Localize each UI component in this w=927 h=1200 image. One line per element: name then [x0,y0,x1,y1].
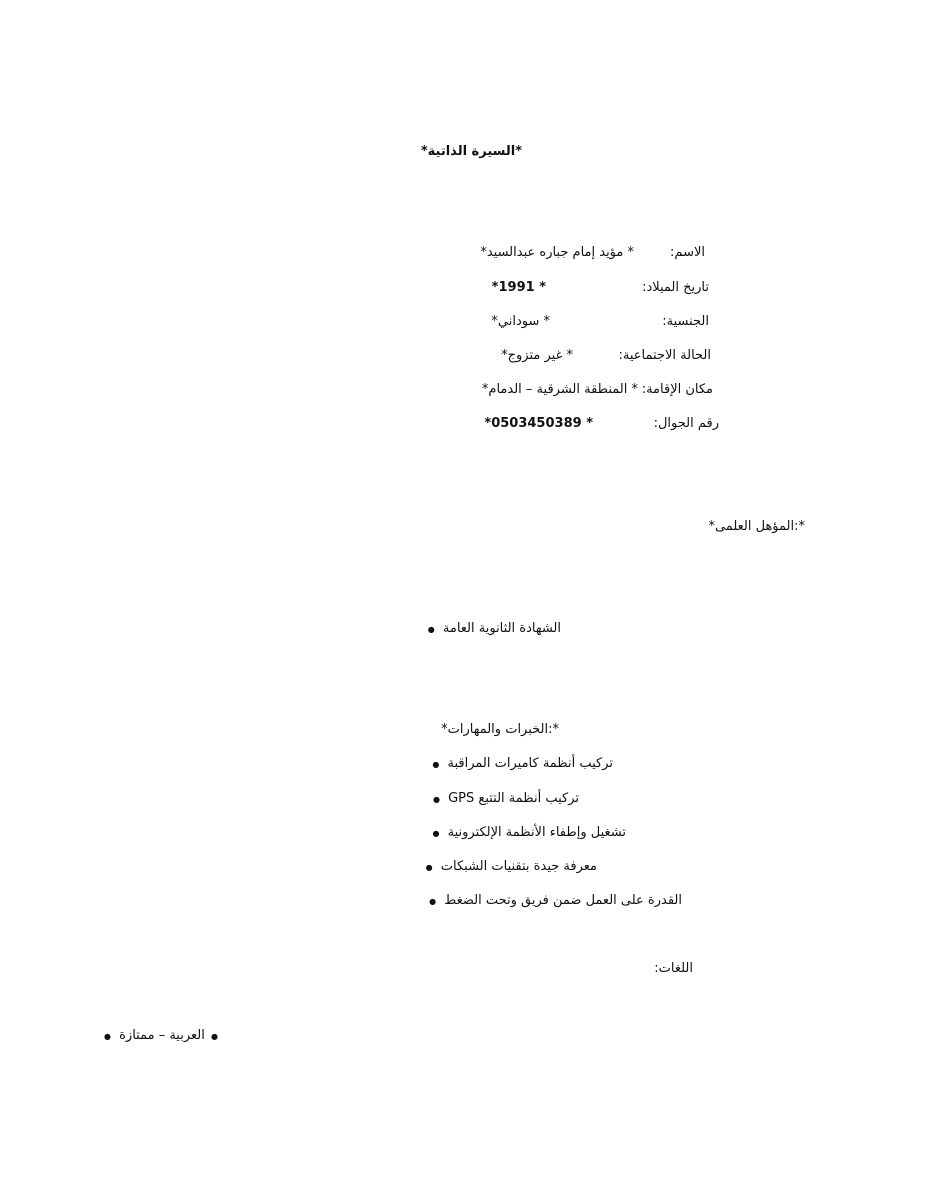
bullet-icon: ● [429,897,437,906]
residence-label: مكان الإقامة: [641,382,713,397]
nationality-value: * سوداني* [491,314,550,329]
qualification-item [428,620,561,639]
bullet-icon: ● [432,795,440,804]
name-label: الاسم: [670,245,705,260]
skill-text: معرفة جيدة بتقنيات الشبكات [440,859,597,874]
document-title: *السيرة الذاتية* [420,144,522,159]
bullet-icon: ● [104,1032,111,1041]
skill-item [433,790,579,809]
qualification-text: الشهادة الثانوية العامة [442,621,561,636]
bullet-icon: ● [211,1032,218,1041]
name-value: * مؤيد إمام جباره عبدالسيد* [480,245,634,260]
residence-value: * المنطقة الشرقية – الدمام* [481,382,638,397]
dob-value: * 1991* [491,280,546,295]
bullet-icon: ● [432,829,440,838]
marital-value: * غير متزوج* [501,348,573,363]
skill-text: القدرة على العمل ضمن فريق وتحت الضغط [444,893,682,908]
language-item [104,1027,218,1046]
skills-heading: *:الخبرات والمهارات* [441,722,559,737]
languages-heading: اللغات: [654,961,693,976]
mobile-value: * 0503450389* [484,416,593,431]
dob-label: تاريخ الميلاد: [642,280,709,295]
bullet-icon: ● [427,625,435,634]
skill-text: تركيب أنظمة كاميرات المراقبة [447,756,613,771]
skill-text: تركيب أنظمة التتبع GPS [448,791,579,806]
skill-item [432,755,613,774]
bullet-icon: ● [432,760,440,769]
nationality-label: الجنسية: [662,314,709,329]
qualification-heading: *:المؤهل العلمى* [708,519,805,534]
marital-label: الحالة الاجتماعية: [618,348,711,363]
skill-item [426,858,597,877]
language-text: العربية – ممتازة [119,1028,205,1043]
skill-item [429,892,682,911]
mobile-label: رقم الجوال: [653,416,719,431]
skill-text: تشغيل وإطفاء الأنظمة الإلكترونية [447,825,626,840]
skill-item [432,824,626,843]
bullet-icon: ● [425,863,433,872]
